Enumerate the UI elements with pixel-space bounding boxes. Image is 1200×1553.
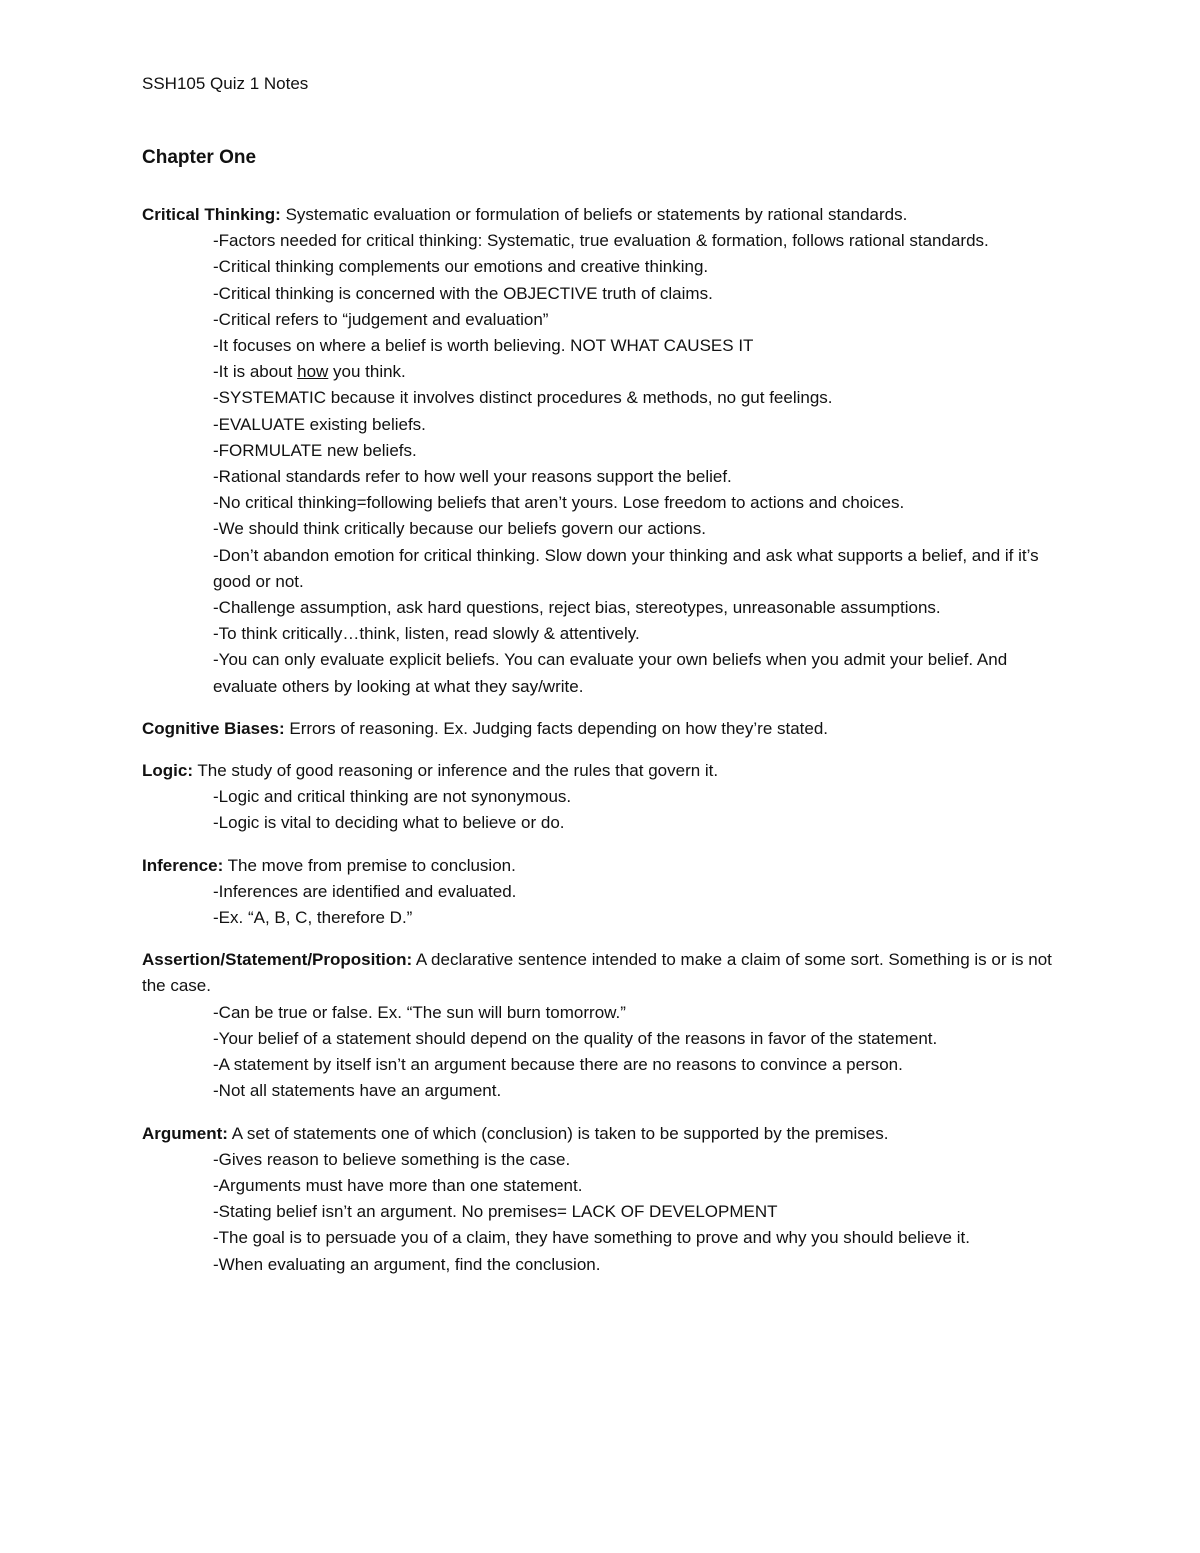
bullet-item: -To think critically…think, listen, read slowly & attentively. xyxy=(213,624,640,644)
bullet-item: -Stating belief isn’t an argument. No premises= LACK OF DEVELOPMENT xyxy=(213,1202,778,1222)
bullet-item: -Inferences are identified and evaluated. xyxy=(213,881,517,901)
bullet-item: -It is about how you think. xyxy=(213,362,406,382)
bullet-list xyxy=(142,1000,1062,1105)
bullet-item: -Factors needed for critical thinking: Systematic, true evaluation & formation, follows rational standards. xyxy=(213,231,989,251)
document-header: SSH105 Quiz 1 Notes xyxy=(142,74,309,93)
notes-section xyxy=(142,947,1062,1104)
bullet-item: -EVALUATE existing beliefs. xyxy=(213,414,426,434)
bullet-item: -Logic is vital to deciding what to believe or do. xyxy=(213,813,565,833)
definition-line xyxy=(142,202,1062,228)
bullet-item: -We should think critically because our beliefs govern our actions. xyxy=(213,519,706,539)
definition-line xyxy=(142,947,1062,999)
term-definition: Errors of reasoning. Ex. Judging facts depending on how they’re stated. xyxy=(284,718,829,738)
term-definition: Systematic evaluation or formulation of beliefs or statements by rational standards. xyxy=(280,205,908,224)
notes-section xyxy=(142,202,1062,700)
chapter-heading: Chapter One xyxy=(142,147,257,168)
term-label: Inference: xyxy=(142,855,224,875)
term-definition: A declarative sentence intended to make a claim of some sort. Something is or is not the case. xyxy=(142,950,1052,996)
document-page xyxy=(142,70,1062,1294)
notes-section xyxy=(142,716,1062,742)
bullet-item: -Your belief of a statement should depend on the quality of the reasons in favor of the statement. xyxy=(213,1028,938,1048)
notes-section xyxy=(142,1121,1062,1278)
bullet-item: -It focuses on where a belief is worth believing. NOT WHAT CAUSES IT xyxy=(213,336,754,356)
notes-section xyxy=(142,853,1062,932)
bullet-item: -Not all statements have an argument. xyxy=(213,1081,502,1101)
bullet-item: -A statement by itself isn’t an argument because there are no reasons to convince a person. xyxy=(213,1055,903,1075)
bullet-item: -Can be true or false. Ex. “The sun will burn tomorrow.” xyxy=(213,1002,626,1022)
definition-line xyxy=(142,1121,1062,1147)
definition-line xyxy=(142,716,1062,742)
term-definition: A set of statements one of which (conclusion) is taken to be supported by the premises. xyxy=(227,1123,889,1143)
term-label: Critical Thinking: xyxy=(142,205,281,224)
bullet-item: -Rational standards refer to how well your reasons support the belief. xyxy=(213,467,732,487)
bullet-item: -The goal is to persuade you of a claim, they have something to prove and why you should believe it. xyxy=(213,1228,970,1248)
term-label: Cognitive Biases: xyxy=(142,718,285,738)
definition-line xyxy=(142,853,1062,879)
bullet-item: -Arguments must have more than one statement. xyxy=(213,1175,583,1195)
term-definition: The study of good reasoning or inference and the rules that govern it. xyxy=(193,761,719,781)
bullet-item: -Logic and critical thinking are not synonymous. xyxy=(213,787,572,807)
bullet-list xyxy=(142,784,1062,836)
definition-line xyxy=(142,758,1062,784)
bullet-item: -Don’t abandon emotion for critical thinking. Slow down your thinking and ask what supports a belief, and if it’s good or not. xyxy=(213,545,1039,591)
bullet-item: -When evaluating an argument, find the conclusion. xyxy=(213,1254,601,1274)
bullet-item: -Critical thinking is concerned with the OBJECTIVE truth of claims. xyxy=(213,283,713,303)
bullet-item: -Ex. “A, B, C, therefore D.” xyxy=(213,908,413,928)
bullet-item: -Critical thinking complements our emotions and creative thinking. xyxy=(213,257,709,277)
underlined-word: how xyxy=(297,362,329,382)
bullet-item: -You can only evaluate explicit beliefs. You can evaluate your own beliefs when you admit your belief. And evaluate others by looking at what they say/write. xyxy=(213,650,1008,696)
bullet-item: -No critical thinking=following beliefs that aren’t yours. Lose freedom to actions and choices. xyxy=(213,493,905,513)
bullet-item: -Gives reason to believe something is the case. xyxy=(213,1149,571,1169)
bullet-item: -Critical refers to “judgement and evaluation” xyxy=(213,309,549,329)
bullet-item: -Challenge assumption, ask hard questions, reject bias, stereotypes, unreasonable assumptions. xyxy=(213,598,941,618)
term-label: Logic: xyxy=(142,761,193,781)
bullet-list xyxy=(142,1147,1062,1278)
term-label: Argument: xyxy=(142,1123,228,1143)
notes-sections xyxy=(142,202,1062,1278)
notes-section xyxy=(142,758,1062,837)
bullet-list xyxy=(142,879,1062,931)
bullet-list xyxy=(142,228,1062,700)
bullet-item: -SYSTEMATIC because it involves distinct procedures & methods, no gut feelings. xyxy=(213,388,833,408)
bullet-item: -FORMULATE new beliefs. xyxy=(213,440,417,460)
term-definition: The move from premise to conclusion. xyxy=(223,855,516,875)
term-label: Assertion/Statement/Proposition: xyxy=(142,950,413,970)
